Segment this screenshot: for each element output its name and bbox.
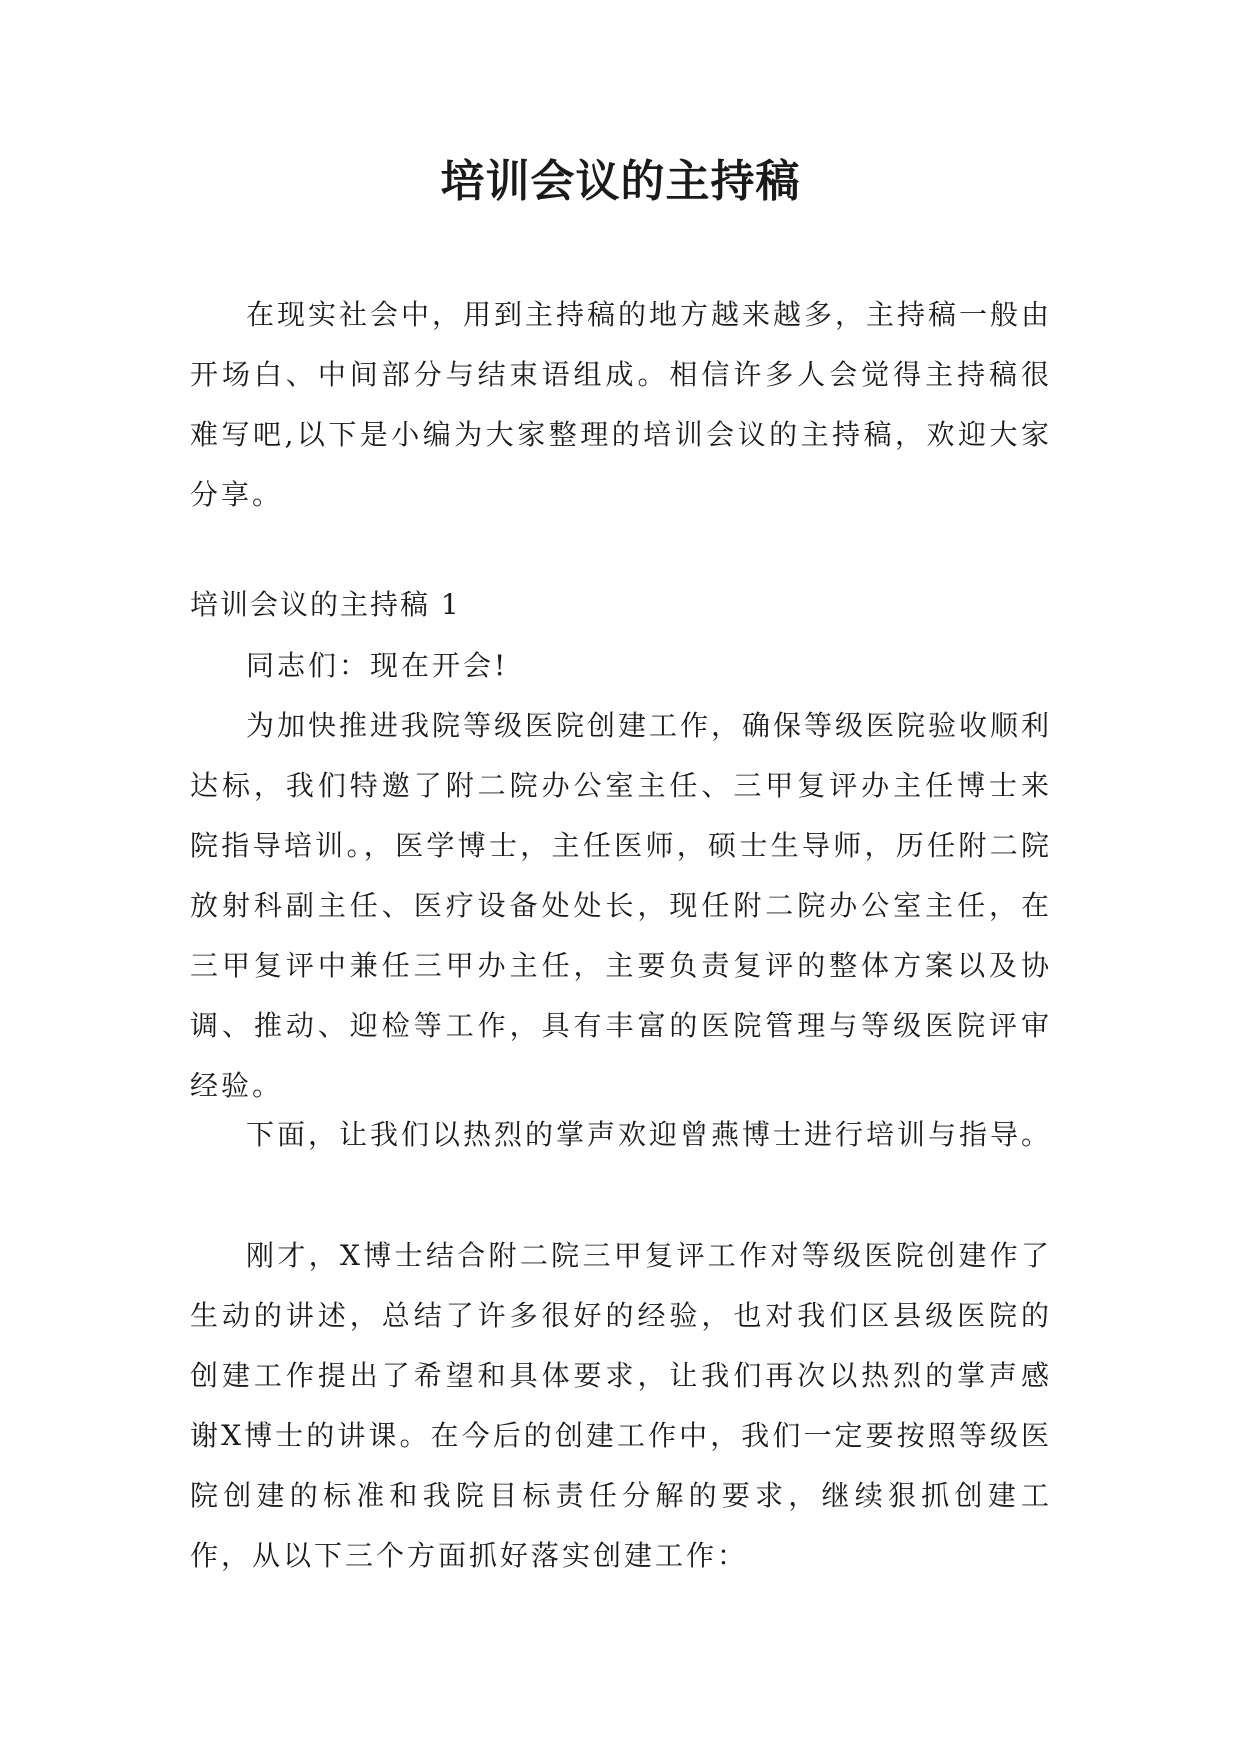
paragraph: 同志们：现在开会! [246,649,509,682]
section-heading: 培训会议的主持稿 1 [190,588,461,621]
paragraph: 下面，让我们以热烈的掌声欢迎曾燕博士进行培训与指导。 [246,1118,1053,1151]
paragraph: 刚才，X博士结合附二院三甲复评工作对等级医院创建作了生动的讲述，总结了许多很好的经验，也对我们区县级医院的创建工作提出了希望和具体要求，让我们再次以热烈的掌声感谢X博士的讲课。在今后的创建工作中，我们一定要按照等级医院创建的标准和我院目标责任分解的要求，继续狠抓创建工作，从以下三个方面抓好落实创建工作： [190,1239,1052,1572]
intro-paragraph: 在现实社会中，用到主持稿的地方越来越多，主持稿一般由开场白、中间部分与结束语组成。相信许多人会觉得主持稿很难写吧,以下是小编为大家整理的培训会议的主持稿，欢迎大家分享。 [190,298,1053,511]
paragraph: 为加快推进我院等级医院创建工作，确保等级医院验收顺利达标，我们特邀了附二院办公室主任、三甲复评办主任博士来院指导培训。，医学博士，主任医师，硕士生导师，历任附二院放射科副主任、医疗设备处处长，现任附二院办公室主任，在三甲复评中兼任三甲办主任，主要负责复评的整体方案以及协调、推动、迎检等工作，具有丰富的医院管理与等级医院评审经验。 [190,709,1053,1102]
document-title: 培训会议的主持稿 [440,156,801,207]
